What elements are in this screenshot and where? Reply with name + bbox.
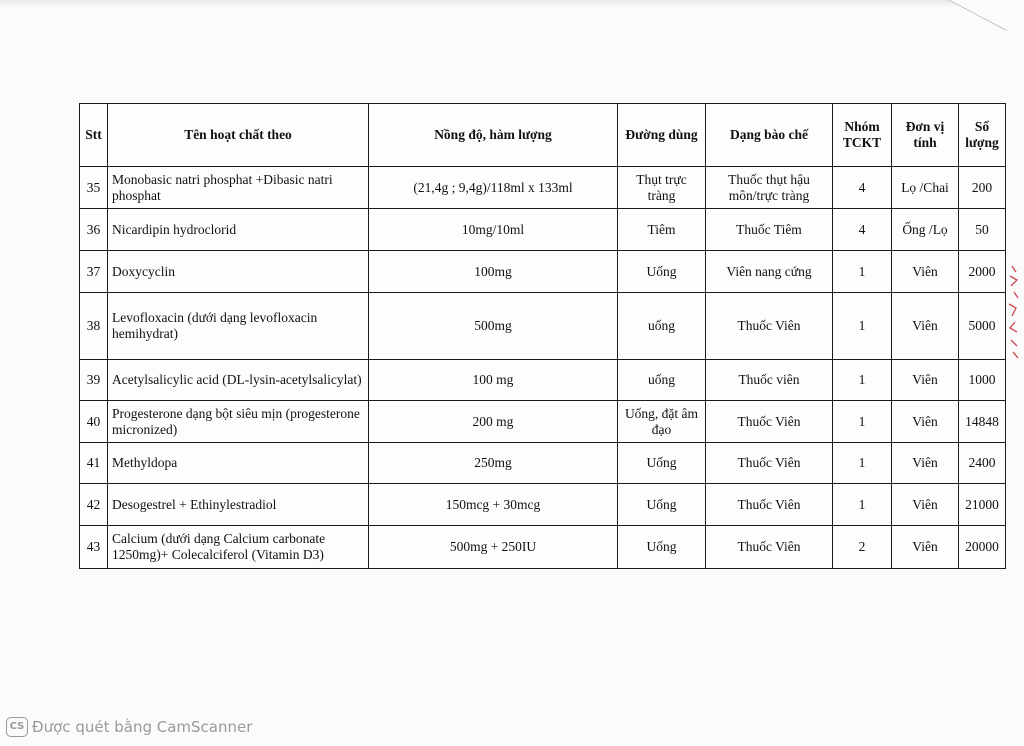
folded-corner <box>914 0 1024 60</box>
watermark-text: Được quét bằng CamScanner <box>32 718 253 736</box>
cell-quantity: 20000 <box>959 526 1006 569</box>
table-row <box>80 526 1006 569</box>
handwritten-margin-mark <box>1002 262 1022 362</box>
cell-active-ingredient: Calcium (dưới dạng Calcium carbonate 1250mg)+ Colecalciferol (Vitamin D3) <box>108 526 369 569</box>
cell-route: Uống <box>618 443 706 484</box>
cell-concentration: (21,4g ; 9,4g)/118ml x 133ml <box>369 167 618 209</box>
cell-concentration: 150mcg + 30mcg <box>369 484 618 526</box>
cell-concentration: 100 mg <box>369 360 618 401</box>
cell-stt: 43 <box>80 526 108 569</box>
cell-concentration: 500mg <box>369 293 618 360</box>
cell-group: 1 <box>833 293 892 360</box>
camscanner-logo-icon: CS <box>6 717 28 737</box>
table-body <box>80 167 1006 569</box>
cell-dosage-form: Thuốc Viên <box>706 443 833 484</box>
cell-dosage-form: Thuốc viên <box>706 360 833 401</box>
cell-route: Uống <box>618 251 706 293</box>
cell-dosage-form: Thuốc thụt hậu môn/trực tràng <box>706 167 833 209</box>
cell-unit: Viên <box>892 251 959 293</box>
header-row <box>80 104 1006 167</box>
cell-unit: Viên <box>892 526 959 569</box>
cell-group: 1 <box>833 360 892 401</box>
header-unit: Đơn vị tính <box>892 104 959 167</box>
cell-stt: 37 <box>80 251 108 293</box>
cell-quantity: 21000 <box>959 484 1006 526</box>
cell-quantity: 50 <box>959 209 1006 251</box>
cell-quantity: 1000 <box>959 360 1006 401</box>
drug-table-container <box>79 103 1006 569</box>
header-stt: Stt <box>80 104 108 167</box>
drug-table <box>79 103 1006 569</box>
cell-stt: 38 <box>80 293 108 360</box>
cell-quantity: 5000 <box>959 293 1006 360</box>
cell-quantity: 14848 <box>959 401 1006 443</box>
table-row <box>80 443 1006 484</box>
header-active-ingredient: Tên hoạt chất theo <box>108 104 369 167</box>
cell-stt: 41 <box>80 443 108 484</box>
cell-dosage-form: Thuốc Viên <box>706 526 833 569</box>
table-row <box>80 209 1006 251</box>
cell-group: 2 <box>833 526 892 569</box>
cell-route: Uống <box>618 526 706 569</box>
table-row <box>80 167 1006 209</box>
cell-group: 1 <box>833 443 892 484</box>
cell-route: uống <box>618 360 706 401</box>
cell-active-ingredient: Monobasic natri phosphat +Dibasic natri phosphat <box>108 167 369 209</box>
cell-concentration: 100mg <box>369 251 618 293</box>
header-group: Nhóm TCKT <box>833 104 892 167</box>
cell-unit: Viên <box>892 401 959 443</box>
cell-dosage-form: Thuốc Viên <box>706 484 833 526</box>
cell-unit: Viên <box>892 484 959 526</box>
cell-route: Uống <box>618 484 706 526</box>
cell-active-ingredient: Methyldopa <box>108 443 369 484</box>
cell-group: 1 <box>833 401 892 443</box>
page-top-edge <box>0 0 1024 8</box>
table-row <box>80 401 1006 443</box>
cell-group: 4 <box>833 167 892 209</box>
cell-stt: 36 <box>80 209 108 251</box>
cell-unit: Viên <box>892 360 959 401</box>
cell-quantity: 2400 <box>959 443 1006 484</box>
table-row <box>80 293 1006 360</box>
cell-concentration: 250mg <box>369 443 618 484</box>
cell-stt: 42 <box>80 484 108 526</box>
table-row <box>80 251 1006 293</box>
cell-stt: 40 <box>80 401 108 443</box>
cell-stt: 35 <box>80 167 108 209</box>
cell-route: Tiêm <box>618 209 706 251</box>
cell-group: 1 <box>833 251 892 293</box>
cell-stt: 39 <box>80 360 108 401</box>
table-row <box>80 484 1006 526</box>
cell-unit: Viên <box>892 293 959 360</box>
cell-route: Uống, đặt âm đạo <box>618 401 706 443</box>
cell-concentration: 500mg + 250IU <box>369 526 618 569</box>
cell-dosage-form: Thuốc Tiêm <box>706 209 833 251</box>
cell-group: 4 <box>833 209 892 251</box>
cell-group: 1 <box>833 484 892 526</box>
cell-concentration: 10mg/10ml <box>369 209 618 251</box>
cell-concentration: 200 mg <box>369 401 618 443</box>
cell-active-ingredient: Doxycyclin <box>108 251 369 293</box>
cell-dosage-form: Thuốc Viên <box>706 401 833 443</box>
cell-route: Thụt trực tràng <box>618 167 706 209</box>
header-route: Đường dùng <box>618 104 706 167</box>
cell-quantity: 2000 <box>959 251 1006 293</box>
cell-active-ingredient: Desogestrel + Ethinylestradiol <box>108 484 369 526</box>
cell-dosage-form: Thuốc Viên <box>706 293 833 360</box>
camscanner-watermark <box>6 717 252 737</box>
cell-active-ingredient: Acetylsalicylic acid (DL-lysin-acetylsalicylat) <box>108 360 369 401</box>
cell-unit: Viên <box>892 443 959 484</box>
table-row <box>80 360 1006 401</box>
header-concentration: Nồng độ, hàm lượng <box>369 104 618 167</box>
cell-unit: Ống /Lọ <box>892 209 959 251</box>
cell-quantity: 200 <box>959 167 1006 209</box>
header-dosage-form: Dạng bào chế <box>706 104 833 167</box>
cell-active-ingredient: Levofloxacin (dưới dạng levofloxacin hemihydrat) <box>108 293 369 360</box>
cell-unit: Lọ /Chai <box>892 167 959 209</box>
header-quantity: Số lượng <box>959 104 1006 167</box>
cell-active-ingredient: Progesterone dạng bột siêu mịn (progesterone micronized) <box>108 401 369 443</box>
cell-active-ingredient: Nicardipin hydroclorid <box>108 209 369 251</box>
cell-route: uống <box>618 293 706 360</box>
cell-dosage-form: Viên nang cứng <box>706 251 833 293</box>
